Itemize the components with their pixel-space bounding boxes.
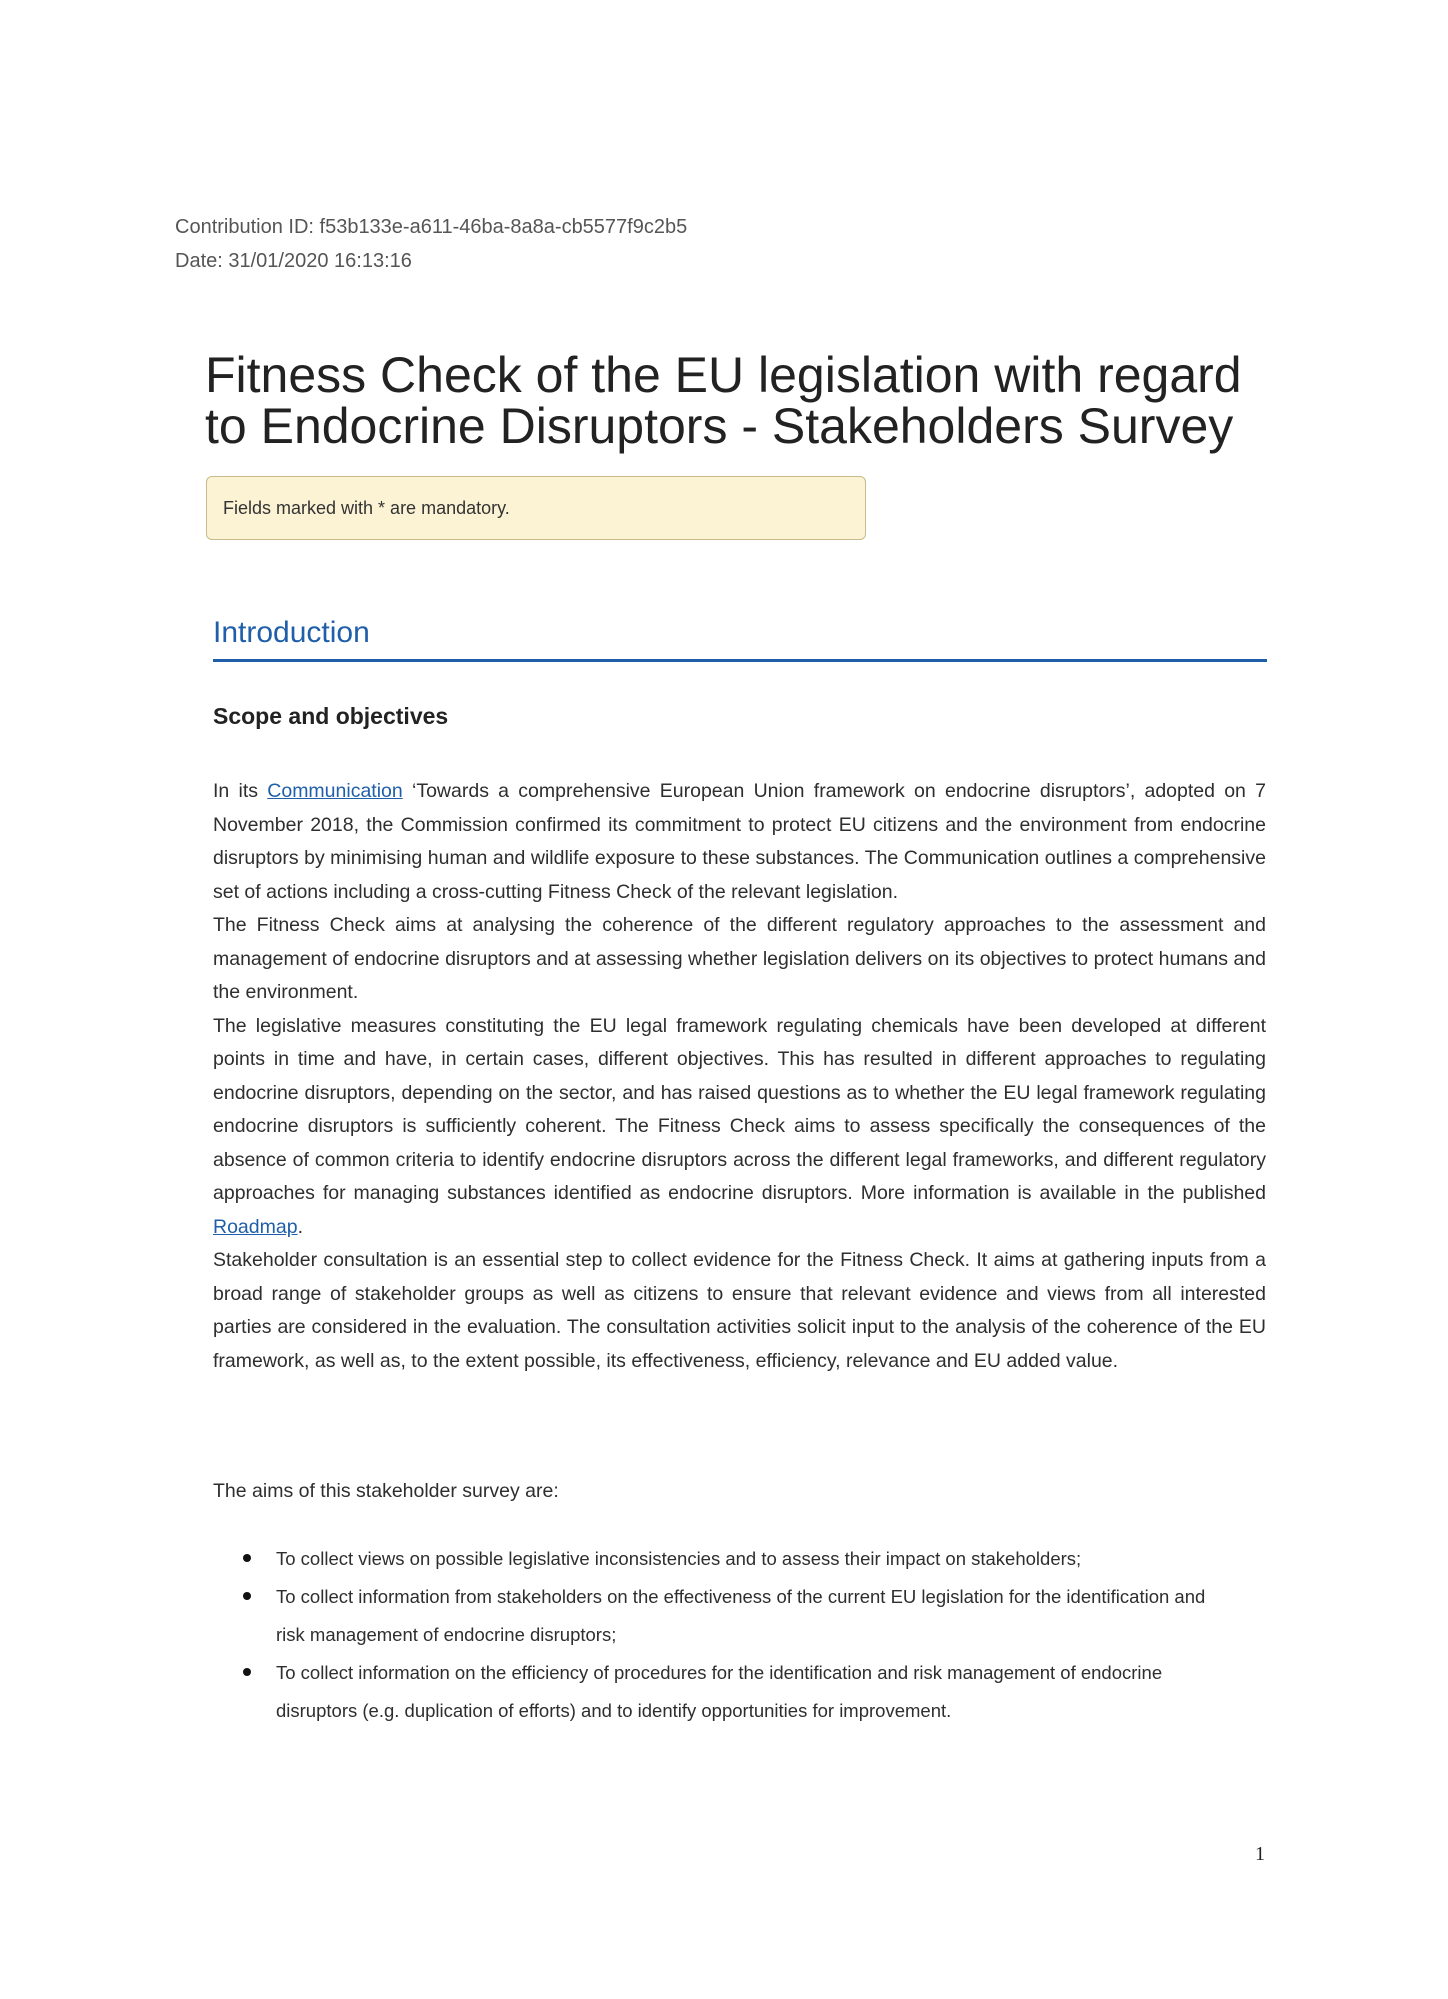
paragraph-text: . xyxy=(297,1215,303,1238)
page-title-line-1: Fitness Check of the EU legislation with regard xyxy=(205,347,1242,403)
paragraph-stakeholder-consultation: Stakeholder consultation is an essential step to collect evidence for the Fitness Check. It aims at gathering inputs from a broad range of stakeholder groups as well as citizens to ensure that relevant evidence and views from all interested parties are considered in the evaluation. The consultation activities solicit input to the analysis of the coherence of the EU framework, as well as, to the extent possible, its effectiveness, efficiency, relevance and EU added value. xyxy=(213,1249,1266,1372)
section-heading-text: Introduction xyxy=(213,616,370,649)
paragraph-communication xyxy=(213,775,1266,909)
paragraph-fitness-check: The Fitness Check aims at analysing the coherence of the different regulatory approaches to the assessment and management of endocrine disruptors and at assessing whether legislation delivers on its objectives to protect humans and the environment. xyxy=(213,914,1266,1003)
aims-intro: The aims of this stakeholder survey are: xyxy=(213,1480,559,1502)
subheading-scope-objectives: Scope and objectives xyxy=(213,703,449,729)
list-item xyxy=(213,1540,1213,1578)
mandatory-fields-notice: Fields marked with * are mandatory. xyxy=(206,476,866,540)
page-title xyxy=(205,347,1285,454)
list-item-text: To collect information from stakeholders on the effectiveness of the current EU legislation for the identification and risk management of endocrine disruptors; xyxy=(276,1586,1206,1645)
submission-date: Date: 31/01/2020 16:13:16 xyxy=(175,250,412,272)
aims-list xyxy=(213,1540,1213,1730)
bullet-icon xyxy=(243,1554,251,1562)
paragraph-text: In its xyxy=(213,780,268,802)
paragraph-text: ‘Towards a comprehensive European Union framework on endocrine disruptors’, adopted on 7 November 2018, the Commission confirmed its commitment to protect EU citizens and the environment from endocrine disruptors by minimising human and wildlife exposure to these substances. The Communication outlines a comprehensive set of actions including a cross-cutting Fitness Check of the relevant legislation. xyxy=(213,780,1266,903)
roadmap-link[interactable]: Roadmap xyxy=(213,1215,298,1238)
list-item-text: To collect views on possible legislative inconsistencies and to assess their impact on stakeholders; xyxy=(276,1548,1082,1569)
bullet-icon xyxy=(243,1668,251,1676)
contribution-id: Contribution ID: f53b133e-a611-46ba-8a8a-cb5577f9c2b5 xyxy=(175,216,688,238)
paragraph-text: The legislative measures constituting the EU legal framework regulating chemicals have been developed at different points in time and have, in certain cases, different objectives. This has resulted in different approaches to regulating endocrine disruptors, depending on the sector, and has raised questions as to whether the EU legal framework regulating endocrine disruptors is sufficiently coherent. The Fitness Check aims to assess specifically the consequences of the absence of common criteria to identify endocrine disruptors across the different legal frameworks, and different regulatory approaches for managing substances identified as endocrine disruptors. More information is available in the published xyxy=(213,1014,1266,1204)
bullet-icon xyxy=(243,1592,251,1600)
list-item xyxy=(213,1578,1213,1654)
list-item xyxy=(213,1654,1213,1730)
section-heading-introduction xyxy=(213,612,1267,662)
page-number: 1 xyxy=(1255,1843,1265,1865)
paragraph-legislative-measures xyxy=(213,1010,1266,1245)
communication-link[interactable]: Communication xyxy=(267,780,403,802)
page-title-line-2: to Endocrine Disruptors - Stakeholders Survey xyxy=(205,398,1234,454)
contribution-metadata xyxy=(175,210,687,278)
introduction-body xyxy=(213,775,1266,1378)
list-item-text: To collect information on the efficiency of procedures for the identification and risk management of endocrine disruptors (e.g. duplication of efforts) and to identify opportunities for improvement. xyxy=(276,1662,1163,1721)
